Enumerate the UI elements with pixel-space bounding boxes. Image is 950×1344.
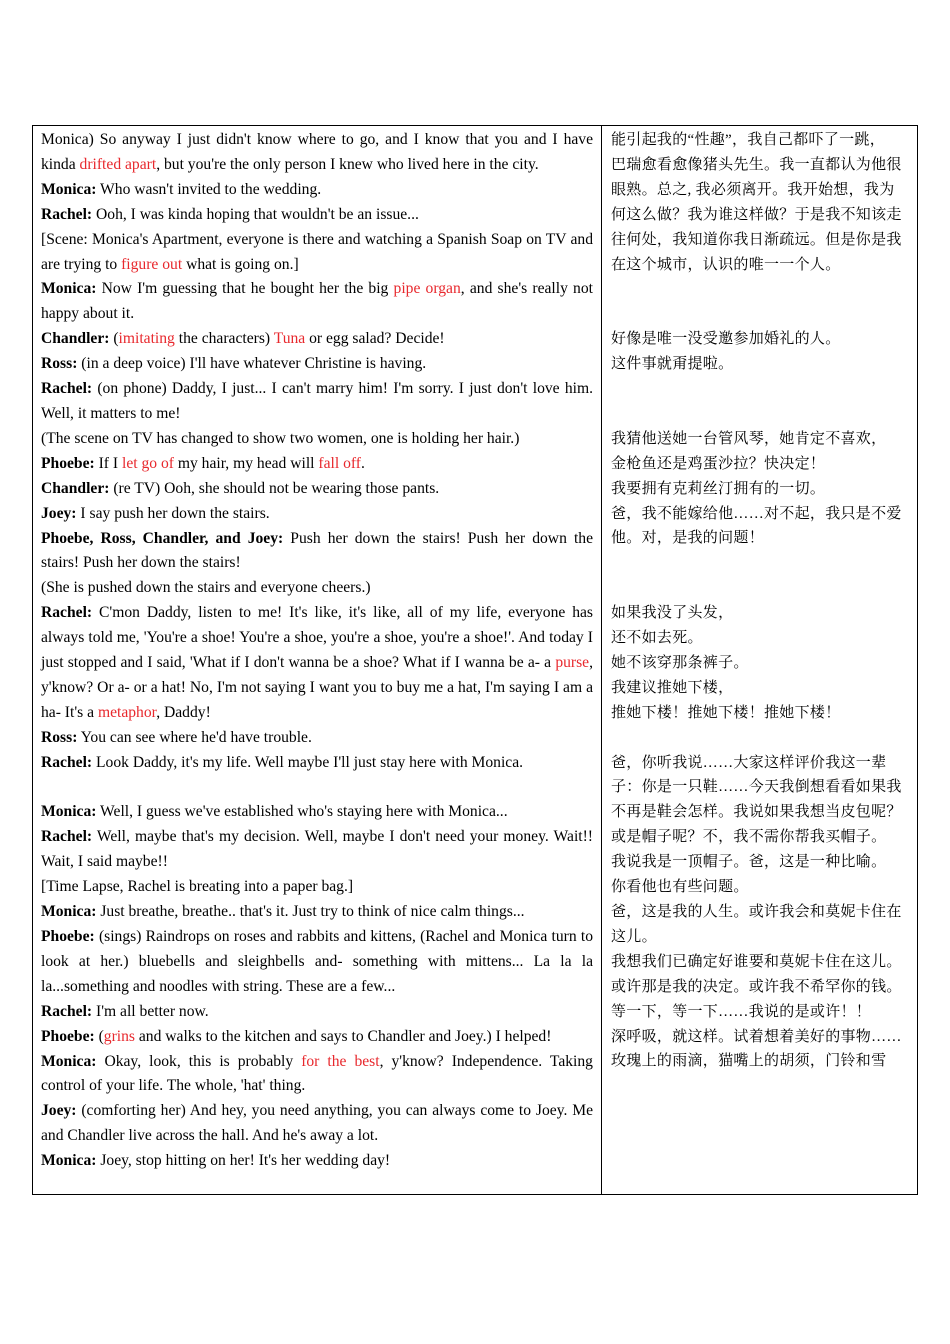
script-line (41, 452, 593, 477)
vocab-highlight: figure out (121, 255, 183, 273)
dialogue-text: Now I'm guessing that he bought her the big (96, 280, 394, 298)
speaker-name: Phoebe, Ross, Chandler, and Joey: (41, 529, 284, 547)
translation-line: 我要拥有克莉丝汀拥有的一切。 (611, 480, 826, 497)
vocab-highlight: metaphor (97, 703, 157, 721)
dialogue-text: (comforting her) And hey, you need anything, you can always come to Joey. Me and Chandler live across the hall. And he's away a lot. (41, 1102, 593, 1145)
translation-line: 爸，你听我说……大家这样评价我这一辈子：你是一只鞋……今天我倒想看看如果我不再是鞋会怎样。我说如果我想当皮包呢？ (611, 754, 902, 821)
translation-line: 或是帽子呢？不，我不需你帮我买帽子。 (611, 829, 887, 846)
column-divider (601, 126, 602, 1194)
translation-line: 推她下楼！推她下楼！推她下楼！ (611, 704, 841, 721)
translation-line (611, 402, 909, 427)
translation-line: 爸，这是我的人生。或许我会和莫妮卡住在这儿。 (611, 903, 902, 945)
dialogue-text: I'm all better now. (92, 1002, 209, 1020)
script-line (41, 228, 593, 278)
translation-line: 好像是唯一没受邀参加婚礼的人。 (611, 331, 841, 348)
translation-line: 能引起我的“性趣”，我自己都吓了一跳， (611, 132, 886, 148)
vocab-highlight: imitating (118, 330, 175, 348)
translation-line: 巴瑞愈看愈像猪头先生。我一直都认为他很眼熟。总之, 我必须离开。我开始想，我为何这么做？我为谁这样做？于是我不知该走往何处，我知道你我日渐疏远。但是你是我在这个城市，认识的唯一一个人。 (611, 156, 902, 273)
speaker-name: Ross: (41, 355, 78, 373)
translation-line (611, 302, 909, 327)
dialogue-text: (re TV) Ooh, she should not be wearing those pants. (109, 479, 440, 497)
dialogue-text: what is going on.] (182, 255, 299, 273)
dialogue-text: Well, I guess we've established who's staying here with Monica... (96, 803, 508, 821)
script-line (41, 1050, 593, 1100)
vocab-highlight: for the best (301, 1052, 380, 1070)
dialogue-text: . (361, 454, 365, 472)
translation-line (611, 277, 909, 302)
translation-line (611, 576, 909, 601)
speaker-name: Monica: (41, 1152, 97, 1170)
translation-line: 我想我们已确定好谁要和莫妮卡住在这儿。 (611, 953, 902, 970)
vocab-highlight: fall off (318, 454, 362, 472)
speaker-name: Monica: (41, 903, 97, 921)
script-line (41, 1099, 593, 1149)
speaker-name: Rachel: (41, 205, 93, 223)
speaker-name: Rachel: (41, 828, 93, 846)
script-line (41, 377, 593, 427)
dialogue-text: [Time Lapse, Rachel is breating into a paper bag.] (41, 878, 354, 896)
dialogue-text: Okay, look, this is probably (96, 1052, 302, 1070)
blank-line (41, 776, 593, 801)
script-line (41, 477, 593, 502)
dialogue-text: (She is pushed down the stairs and everyone cheers.) (41, 579, 371, 597)
script-line (41, 178, 593, 203)
speaker-name: Monica: (41, 180, 97, 198)
speaker-name: Chandler: (41, 479, 110, 497)
speaker-name: Phoebe: (41, 1027, 95, 1045)
speaker-name: Rachel: (41, 1002, 93, 1020)
dialogue-text: Monica) So anyway I just didn't know where to go, and I know that you and I have kinda (41, 131, 593, 173)
dialogue-text: (on phone) Daddy, I just... I can't marry him! I'm sorry. I just don't love him. Well, it matters to me! (41, 380, 593, 422)
speaker-name: Ross: (41, 728, 78, 746)
dialogue-text: Push her down the stairs! Push her down the stairs! Push her down the stairs! (41, 529, 593, 572)
translation-line: 金枪鱼还是鸡蛋沙拉？快决定！ (611, 455, 826, 472)
speaker-name: Monica: (41, 803, 97, 821)
speaker-name: Phoebe: (41, 927, 95, 945)
english-column (41, 128, 593, 1174)
translation-line: 或许那是我的决定。或许我不希罕你的钱。 (611, 978, 902, 995)
translation-line: 她不该穿那条裤子。 (611, 654, 749, 671)
script-line (41, 527, 593, 577)
speaker-name: Joey: (41, 1102, 77, 1120)
speaker-name: Rachel: (41, 380, 93, 398)
dialogue-text: (The scene on TV has changed to show two women, one is holding her hair.) (41, 429, 520, 447)
translation-line: 我说我是一顶帽子。爸，这是一种比喻。 (611, 854, 887, 871)
dialogue-text: Just breathe, breathe.. that's it. Just try to think of nice calm things... (96, 903, 525, 921)
bilingual-script-table (32, 125, 918, 1195)
script-line (41, 1000, 593, 1025)
translation-line: 玫瑰上的雨滴，猫嘴上的胡须，门铃和雪 (611, 1053, 887, 1070)
script-line (41, 203, 593, 228)
translation-line: 还不如去死。 (611, 630, 703, 647)
dialogue-text: or egg salad? Decide! (305, 330, 445, 348)
dialogue-text: (sings) Raindrops on roses and rabbits and kittens, (Rachel and Monica turn to look at her.) bluebells and sleighbells and- something with mittens... La la la la...something and noodles with string. These are a few... (41, 927, 593, 995)
script-line (41, 751, 593, 776)
script-line (41, 875, 593, 900)
script-line (41, 726, 593, 751)
chinese-column (611, 128, 909, 1074)
vocab-highlight: pipe organ (393, 280, 461, 298)
dialogue-text: , but you're the only person I knew who lived here in the city. (156, 155, 539, 173)
script-line (41, 825, 593, 875)
dialogue-text: and walks to the kitchen and says to Chandler and Joey.) I helped! (134, 1027, 552, 1045)
speaker-name: Joey: (41, 504, 77, 522)
dialogue-text: [Scene: Monica's Apartment, everyone is there and watching a Spanish Soap on TV and are trying to (41, 230, 593, 273)
script-line (41, 352, 593, 377)
dialogue-text: Well, maybe that's my decision. Well, maybe I don't need your money. Wait!! Wait, I said maybe!! (41, 828, 593, 871)
speaker-name: Monica: (41, 280, 97, 298)
dialogue-text: C'mon Daddy, listen to me! It's like, it's like, all of my life, everyone has always told me, 'You're a shoe! You're a shoe, you're a shoe, you're a shoe!'. And today I just stopped and I said, 'What if I don't wanna be a shoe? What if I wanna be a- a (41, 604, 593, 672)
dialogue-text: I say push her down the stairs. (76, 504, 270, 522)
script-line (41, 601, 593, 726)
dialogue-text: the characters) (174, 330, 274, 348)
dialogue-text: , Daddy! (156, 703, 211, 721)
script-line (41, 427, 593, 452)
script-line (41, 277, 593, 327)
translation-line: 深呼吸，就这样。试着想着美好的事物…… (611, 1028, 902, 1045)
dialogue-text: Joey, stop hitting on her! It's her wedding day! (96, 1152, 391, 1170)
speaker-name: Phoebe: (41, 454, 95, 472)
translation-line (611, 551, 909, 576)
dialogue-text: , y'know? Or a- or a hat! No, I'm not saying I want you to buy me a hat, I'm saying I am a ha- It's a (41, 654, 593, 721)
vocab-highlight: grins (103, 1027, 135, 1045)
script-line (41, 576, 593, 601)
translation-line: 我建议推她下楼， (611, 679, 734, 696)
vocab-highlight: Tuna (273, 330, 306, 348)
dialogue-text: Ooh, I was kinda hoping that wouldn't be an issue... (92, 205, 419, 223)
script-line (41, 1149, 593, 1174)
dialogue-text: , and she's really not happy about it. (41, 280, 593, 323)
script-line (41, 1025, 593, 1050)
script-line (41, 128, 593, 178)
dialogue-text: ( (109, 330, 119, 348)
translation-line: 这件事就甭提啦。 (611, 356, 734, 373)
translation-line: 我猜他送她一台管风琴，她肯定不喜欢， (611, 430, 887, 447)
dialogue-text: (in a deep voice) I'll have whatever Christine is having. (77, 355, 427, 373)
script-line (41, 800, 593, 825)
vocab-highlight: purse (555, 654, 590, 672)
vocab-highlight: let go of (121, 454, 174, 472)
script-line (41, 327, 593, 352)
dialogue-text: my hair, my head will (173, 454, 319, 472)
script-line (41, 900, 593, 925)
translation-line: 等一下，等一下……我说的是或许！！ (611, 1003, 872, 1020)
speaker-name: Rachel: (41, 753, 93, 771)
dialogue-text: ( (94, 1027, 104, 1045)
translation-line (611, 377, 909, 402)
dialogue-text: If I (94, 454, 122, 472)
speaker-name: Rachel: (41, 604, 93, 622)
script-line (41, 925, 593, 1000)
translation-line (611, 726, 909, 751)
dialogue-text: Look Daddy, it's my life. Well maybe I'll just stay here with Monica. (92, 753, 524, 771)
dialogue-text: You can see where he'd have trouble. (77, 728, 312, 746)
script-line (41, 502, 593, 527)
translation-line: 如果我没了头发， (611, 605, 734, 622)
vocab-highlight: drifted apart (79, 155, 157, 173)
dialogue-text: Who wasn't invited to the wedding. (96, 180, 322, 198)
translation-line: 爸，我不能嫁给他……对不起，我只是不爱他。对，是我的问题！ (611, 505, 902, 547)
speaker-name: Monica: (41, 1052, 97, 1070)
translation-line: 你看他也有些问题。 (611, 879, 749, 896)
speaker-name: Chandler: (41, 330, 110, 348)
dialogue-text: , y'know? Independence. Taking control of your life. The whole, 'hat' thing. (41, 1052, 593, 1095)
